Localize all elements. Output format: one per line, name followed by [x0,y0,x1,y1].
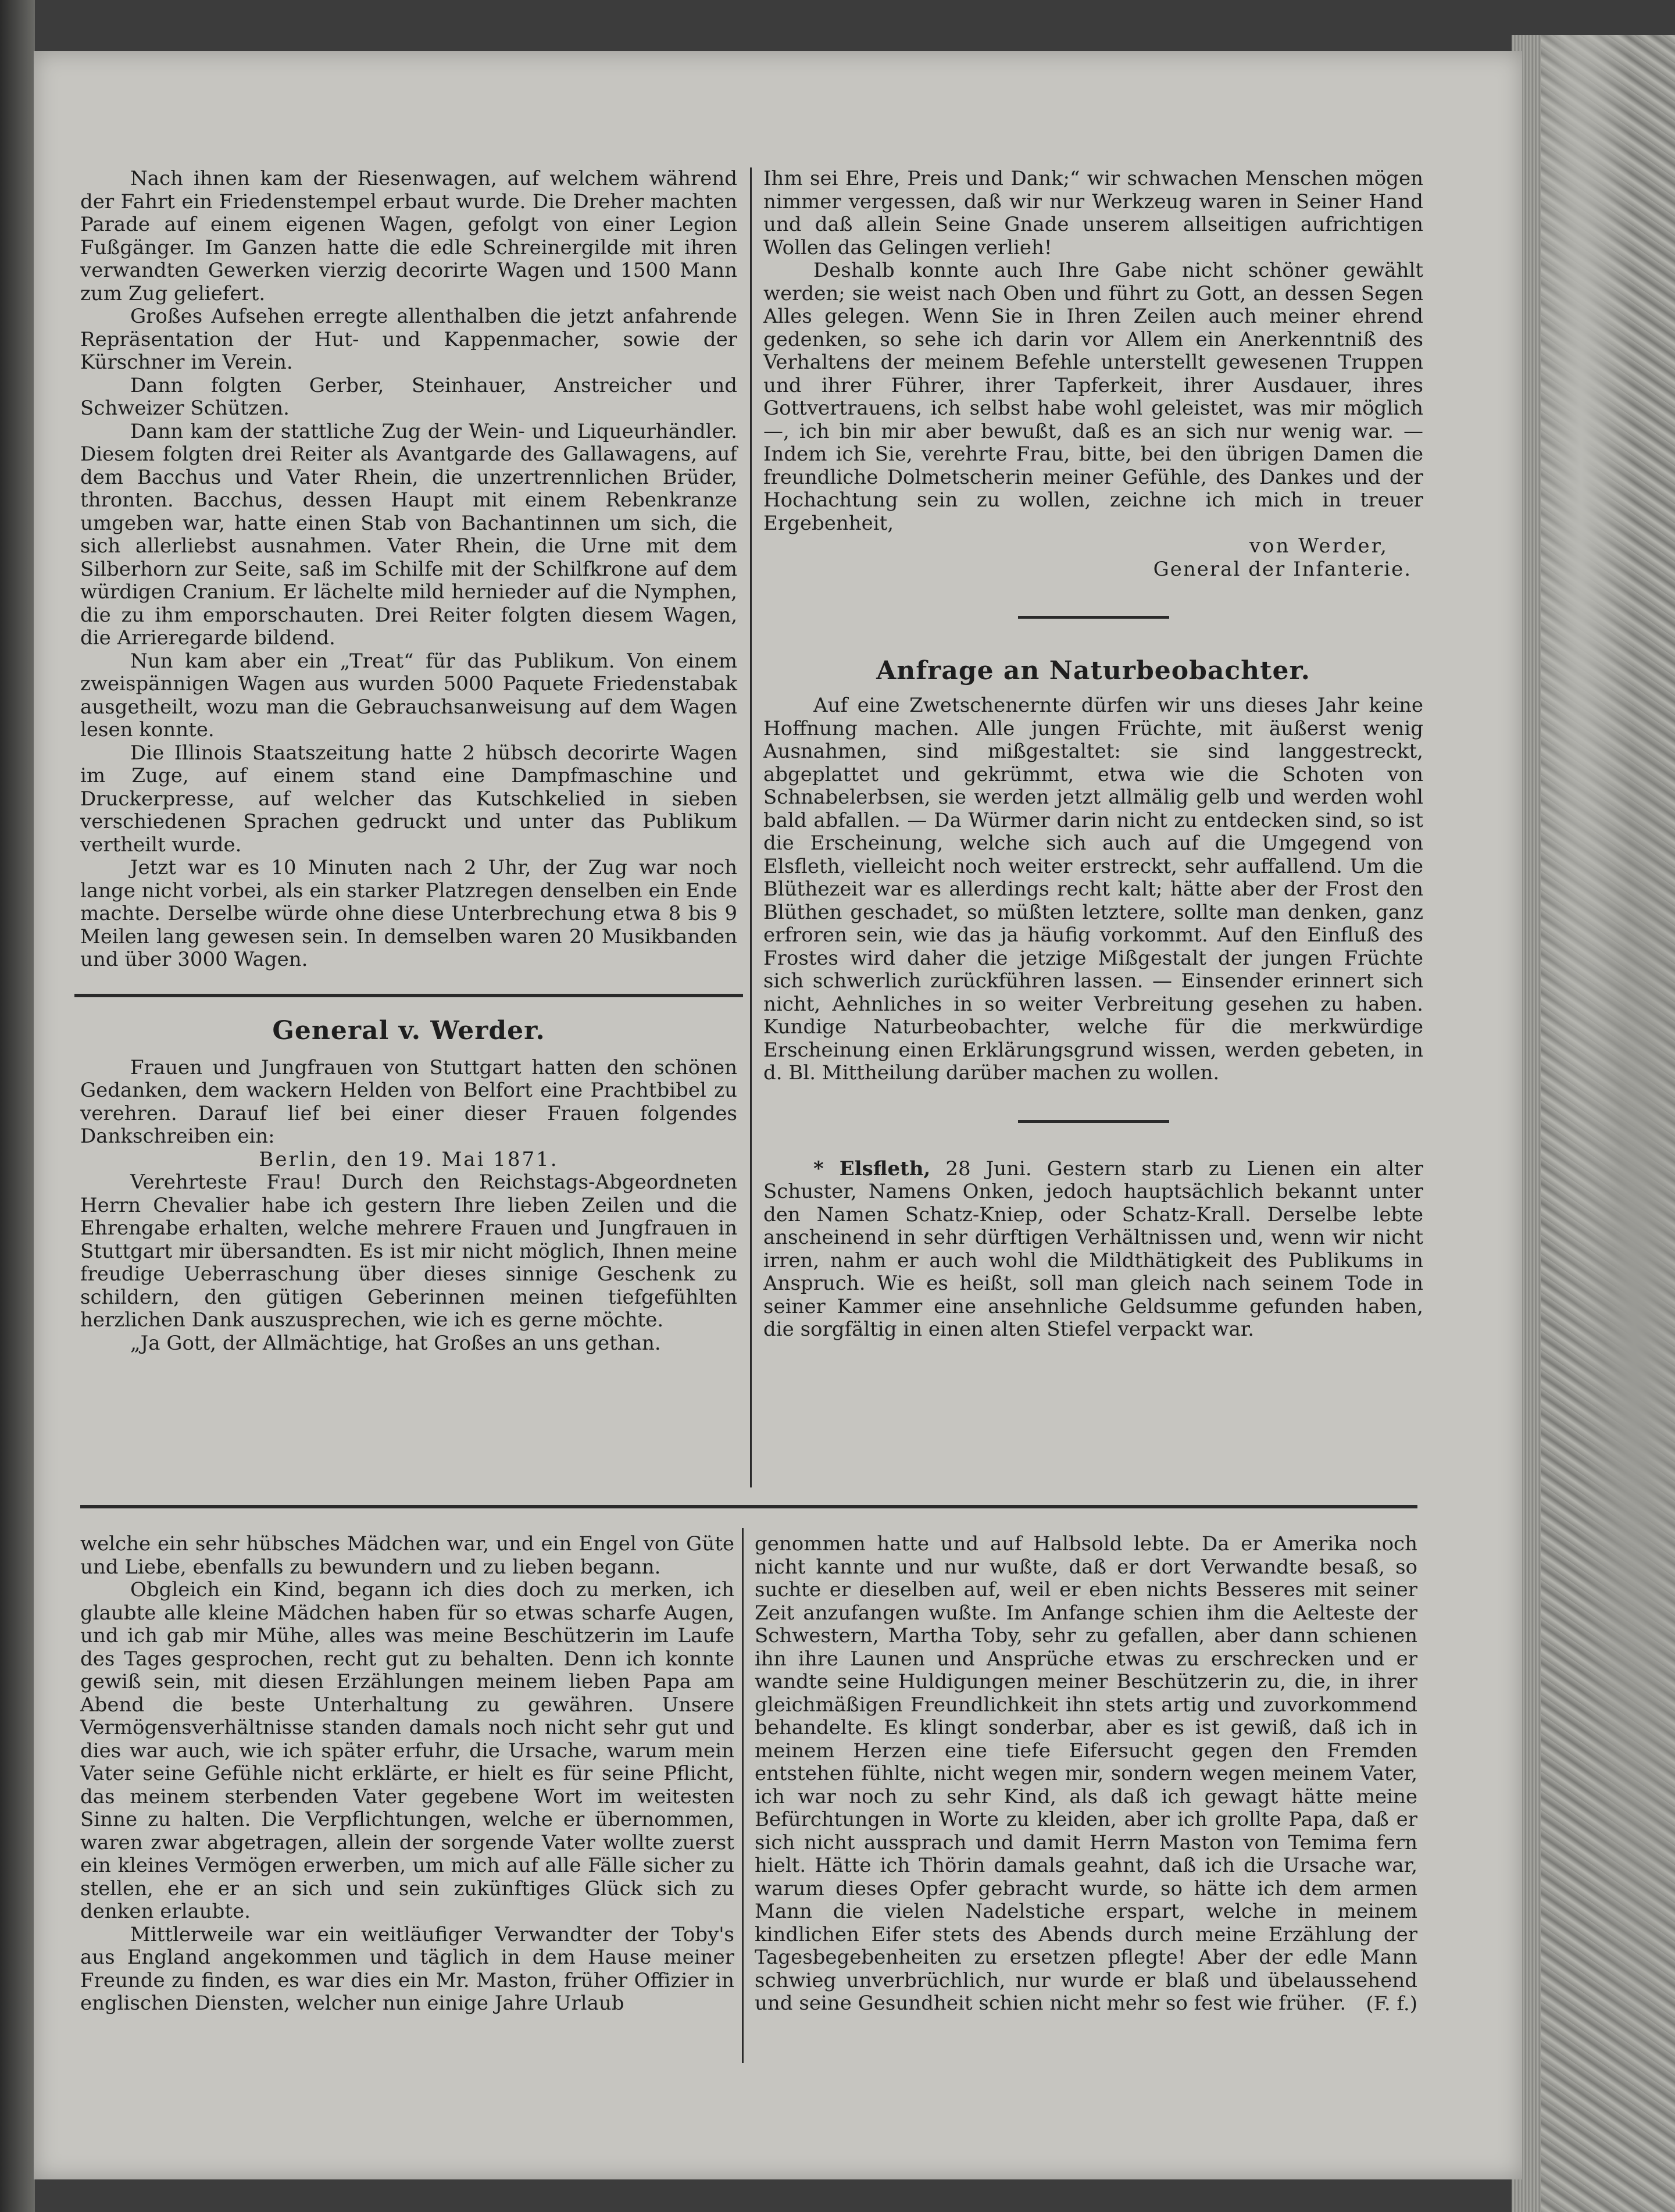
paragraph: Jetzt war es 10 Minuten nach 2 Uhr, der Zug war noch lange nicht vorbei, als ein starker Platzregen denselben ein Ende machte. Derselbe würde ohne diese Unterbrechung etwa 8 bis 9 Meilen lang gewesen sein. In demselben waren 20 Musikbanden und über 3000 Wagen. [80,856,737,971]
feuilleton-rule [80,1505,1417,1508]
news-item-elsfleth [763,1158,1423,1342]
article-title-werder: General v. Werder. [272,1015,545,1046]
story-paragraph: welche ein sehr hübsches Mädchen war, und ein Engel von Güte und Liebe, ebenfalls zu bewundern und zu lieben begann. [80,1532,734,1579]
news-item-text: 28 Juni. Gestern starb zu Lienen ein alter Schuster, Namens Onken, jedoch hauptsächlich bekannt unter den Namen Schatz-Kniep, oder Schatz-Krall. Derselbe lebte anscheinend in sehr dürftigen Verhältnissen und, wenn wir nicht irren, nahm er auch wohl die Mildthätigkeit des Publikums in Anspruch. Wie es heißt, soll man gleich nach seinem Tode in seiner Kammer eine ansehnliche Geldsumme gefunden haben, die sorgfältig in einen alten Stiefel verpackt war. [763,1157,1423,1341]
newspaper-page [34,51,1522,2179]
paragraph: Großes Aufsehen erregte allenthalben die jetzt anfahrende Repräsentation der Hut- und Kappenmacher, sowie der Kürschner im Verein. [80,305,737,374]
signature-title: General der Infanterie. [1153,557,1412,581]
paragraph: Die Illinois Staatszeitung hatte 2 hübsch decorirte Wagen im Zuge, auf einem stand eine Dampfmaschine und Druckerpresse, auf welcher das Kutschkelied in sieben verschiedenen Sprachen gedruckt und unter das Publikum vertheilt wurde. [80,741,737,857]
paragraph: Nach ihnen kam der Riesenwagen, auf welchem während der Fahrt ein Friedenstempel erbaut wurde. Die Dreher machten Parade auf einem eigenen Wagen, gefolgt von einer Legion Fußgänger. Im Ganzen hatte die edle Schreinergilde mit ihren verwandten Gewerken vierzig decorirte Wagen und 1500 Mann zum Zug geliefert. [80,167,737,305]
marbled-cover [1541,35,1675,2212]
letter-dateline: Berlin, den 19. Mai 1871. [259,1147,559,1171]
letter-paragraph: „Ja Gott, der Allmächtige, hat Großes an uns gethan. [130,1331,661,1355]
top-right-column [763,167,1423,1342]
column-divider [742,1528,744,2063]
letter-paragraph: Verehrteste Frau! Durch den Reichstags-Abgeordneten Herrn Chevalier habe ich gestern Ihre lieben Zeilen und die Ehrengabe erhalten, welche mehrere Frauen und Jungfrauen in Stuttgart mir übersandten. Es ist mir nicht möglich, Ihnen meine freudige Ueberraschung über dieses sinnige Geschenk zu schildern, den gütigen Geberinnen meinen tiefgefühlten herzlichen Dank auszusprechen, wie ich es gerne möchte. [80,1171,737,1332]
letter-paragraph: Ihm sei Ehre, Preis und Dank;“ wir schwachen Menschen mögen nimmer vergessen, daß wir nur Werkzeug waren in Seiner Hand und daß allein Seine Gnade unserem allseitigen aufrichtigen Wollen das Gelingen verlieh! [763,167,1423,259]
bottom-right-column [755,1533,1417,2015]
column-divider [750,167,752,1487]
article-title-anfrage: Anfrage an Naturbeobachter. [876,656,1310,686]
bottom-left-column [80,1533,734,2015]
article-intro: Frauen und Jungfrauen von Stuttgart hatten den schönen Gedanken, dem wackern Helden von Belfort eine Prachtbibel zu verehren. Darauf lief bei einer dieser Frauen folgendes Dankschreiben ein: [80,1055,737,1148]
paragraph: Dann kam der stattliche Zug der Wein- und Liqueurhändler. Diesem folgten drei Reiter als Avantgarde des Gallawagens, auf dem Bacchus und Vater Rhein, die unzertrennlichen Brüder, thronten. Bacchus, dessen Haupt mit einem Rebenkranze umgeben war, hatte einen Stab von Bachantinnen um sich, die sich allerliebst ausnahmen. Vater Rhein, die Urne mit dem Silberhorn zur Seite, saß im Schilfe mit der Schilfkrone auf dem würdigen Cranium. Er lächelte mild hernieder auf die Nymphen, die zu ihm emporschauten. Drei Reiter folgten diesem Wagen, die Arrieregarde bildend. [80,419,737,650]
top-left-column [80,167,737,1355]
article-body: Auf eine Zwetschenernte dürfen wir uns dieses Jahr keine Hoffnung machen. Alle jungen Früchte, mit äußerst wenig Ausnahmen, sind mißgestaltet: sie sind langgestreckt, abgeplattet und gekrümmt, etwa wie die Schoten von Schnabelerbsen, sie werden jetzt allmälig gelb und werden wohl bald abfallen. — Da Würmer darin nicht zu entdecken sind, so ist die Erscheinung, welche sich auch auf die Umgegend von Elsfleth, vielleicht noch weiter erstreckt, sehr auffallend. Um die Blüthezeit war es allerdings recht kalt; hätte aber der Frost den Blüthen geschadet, so müßten letztere, sollte man denken, ganz erfroren sein, wie das ja häufig vorkommt. Auf den Einfluß des Frostes wird daher die jetzige Mißgestalt der jungen Früchte sich schwerlich zurückführen lassen. — Einsender erinnert sich nicht, Aehnliches in so weiter Verbreitung gesehen zu haben. Kundige Naturbeobachter, welche für die merkwürdige Erscheinung einen Erklärungsgrund wissen, werden gebeten, in d. Bl. Mittheilung darüber machen zu wollen. [763,694,1423,1084]
letter-paragraph: Deshalb konnte auch Ihre Gabe nicht schöner gewählt werden; sie weist nach Oben und führt zu Gott, an dessen Segen Alles gelegen. Wenn Sie in Ihren Zeilen auch meiner ehrend gedenken, so sehe ich darin vor Allem ein Anerkenntniß des Verhaltens der meinem Befehle unterstellt gewesenen Truppen und ihrer Führer, ihrer Tapferkeit, ihrer Ausdauer, ihres Gottvertrauens, ich selbst habe wohl geleistet, was mir möglich —, ich bin mir aber bewußt, daß es an sich nur wenig war. — Indem ich Sie, verehrte Frau, bitte, bei den übrigen Damen die freundliche Dolmetscherin meiner Gefühle, des Dankes und der Hochachtung sein zu wollen, zeichne ich mich in treuer Ergebenheit, [763,259,1423,535]
dateline-place: * Elsfleth, [813,1157,931,1180]
continued-marker: (F. f.) [1366,1992,1417,2015]
left-page-edge [0,0,35,2212]
paragraph: Nun kam aber ein „Treat“ für das Publikum. Von einem zweispännigen Wagen aus wurden 5000 Paquete Friedenstabak ausgetheilt, wozu man die Gebrauchsanweisung auf dem Wagen lesen konnte. [80,649,737,741]
short-rule [1018,616,1169,619]
story-paragraph: Mittlerweile war ein weitläufiger Verwandter der Toby's aus England angekommen und täglich in dem Hause meiner Freunde zu finden, es war dies ein Mr. Maston, früher Offizier in englischen Diensten, welcher nun einige Jahre Urlaub [80,1922,734,2015]
paragraph: Dann folgten Gerber, Steinhauer, Anstreicher und Schweizer Schützen. [80,373,737,420]
story-paragraph: genommen hatte und auf Halbsold lebte. Da er Amerika noch nicht kannte und nur wußte, daß er dort Verwandte besaß, so suchte er dieselben auf, weil er eben nichts Besseres mit seiner Zeit anzufangen wußte. Im Anfange schien ihm die Aelteste der Schwestern, Martha Toby, sehr zu gefallen, aber dann schienen ihn ihre Launen und Ansprüche etwas zu erschrecken und er wandte seine Huldigungen meiner Beschützerin zu, die, in ihrer gleichmäßigen Freundlichkeit ihn stets artig und zuvorkommend behandelte. Es klingt sonderbar, aber es ist gewiß, daß ich in meinem Herzen eine tiefe Eifersucht gegen den Fremden entstehen fühlte, nicht wegen mir, sondern wegen meinem Vater, ich war noch zu sehr Kind, als daß ich gewagt hätte meine Befürchtungen in Worte zu kleiden, aber ich grollte Papa, daß er sich nicht aussprach und damit Herrn Maston von Temima fern hielt. Hätte ich Thörin damals geahnt, daß ich die Ursache war, warum dieses Opfer gebracht wurde, so hätte ich dem armen Mann die vielen Nadelstiche erspart, welche in meinem kindlichen Eifer stets des Abends durch meine Erzählung der Tagesbegebenheiten zu ersetzen pflegte! Aber der edle Mann schwieg unverbrüchlich, nur wurde er blaß und übelaussehend und seine Gesundheit schien nicht mehr so fest wie früher. [755,1532,1417,2015]
short-rule [1018,1120,1169,1123]
story-paragraph: Obgleich ein Kind, begann ich dies doch zu merken, ich glaubte alle kleine Mädchen haben für so etwas scharfe Augen, und ich gab mir Mühe, alles was meine Beschützerin im Laufe des Tages gesprochen, recht gut zu behalten. Denn ich konnte gewiß sein, mit diesen Erzählungen meinem lieben Papa am Abend die beste Unterhaltung zu gewähren. Unsere Vermögensverhältnisse standen damals noch nicht sehr gut und dies war auch, wie ich später erfuhr, die Ursache, warum mein Vater seine Gefühle nicht erklärte, er hielt es für seine Pflicht, das meinem sterbenden Vater gegebene Wort im weitesten Sinne zu halten. Die Verpflichtungen, welche er übernommen, waren zwar abgetragen, allein der sorgende Vater wollte zuerst ein kleines Vermögen erwerben, um mich auf alle Fälle sicher zu stellen, ehe er an sich und sein zukünftiges Glück sich zu denken erlaubte. [80,1578,734,1923]
signature: von Werder, [1249,534,1388,558]
